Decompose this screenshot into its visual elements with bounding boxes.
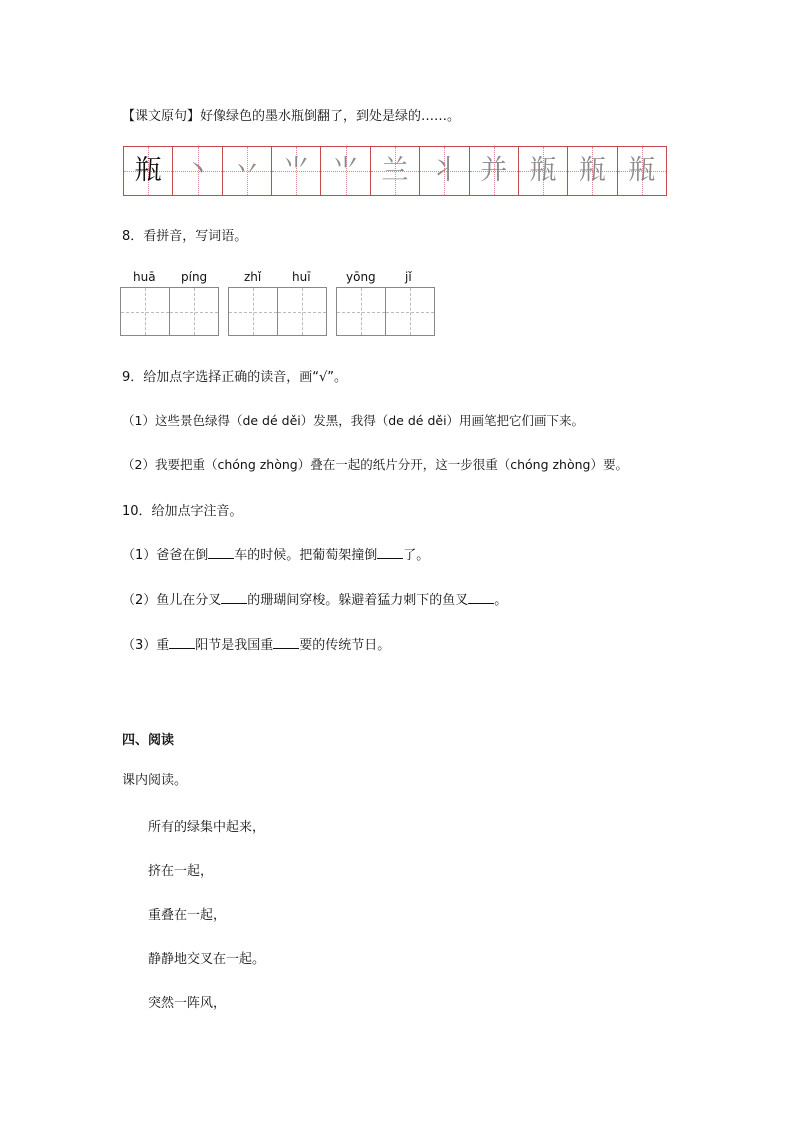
q10-text: 。 <box>494 593 508 608</box>
answer-blank[interactable] <box>221 591 247 604</box>
answer-blank[interactable] <box>468 591 494 604</box>
writing-box-huaping[interactable] <box>120 287 219 336</box>
pinyin-label: huī <box>292 270 311 284</box>
stroke-glyph: ⺌ <box>282 155 310 186</box>
stroke-cell <box>223 147 272 195</box>
stroke-glyph: 丷 <box>233 155 261 186</box>
pinyin-label: zhǐ <box>244 270 262 284</box>
poem-line: 所有的绿集中起来， <box>148 820 266 835</box>
section-subtitle: 课内阅读。 <box>122 773 188 788</box>
q10-line-3 <box>122 634 390 653</box>
stroke-cell <box>371 147 420 195</box>
q9-line-2: （2）我要把重（chóng zhòng）叠在一起的纸片分开，这一步很重（chóng zhòng）要。 <box>122 457 628 472</box>
poem-line: 挤在一起， <box>148 864 214 879</box>
q10-text: （2）鱼儿在分叉 <box>122 593 222 608</box>
pinyin-label: yōng <box>346 270 376 284</box>
writing-cell[interactable] <box>121 288 170 335</box>
stroke-glyph: 丶 <box>184 155 212 186</box>
stroke-glyph: 瓶 <box>134 155 162 186</box>
stroke-cell <box>124 147 173 195</box>
writing-box-zhihui[interactable] <box>228 287 327 336</box>
stroke-order-grid <box>123 146 667 196</box>
stroke-glyph: 丬 <box>430 155 458 186</box>
writing-cell[interactable] <box>278 288 327 335</box>
stroke-cell <box>568 147 617 195</box>
stroke-cell <box>272 147 321 195</box>
poem-line: 重叠在一起， <box>148 908 227 923</box>
source-sentence <box>122 105 460 124</box>
stroke-cell <box>470 147 519 195</box>
stroke-cell <box>519 147 568 195</box>
pinyin-label: jǐ <box>405 270 412 284</box>
q10-text: 阳节是我国重 <box>195 638 274 653</box>
q10-line-2 <box>122 589 507 608</box>
answer-blank[interactable] <box>208 546 234 559</box>
q10-text: 车的时候。把葡萄架撞倒 <box>234 548 378 563</box>
q9-line-1: （1）这些景色绿得（de dé děi）发黑，我得（de dé děi）用画笔把它们画下来。 <box>122 413 585 428</box>
q10-text: 了。 <box>403 548 430 563</box>
q10-text: 的珊瑚间穿梭。躲避着猛力刺下的鱼叉 <box>247 593 469 608</box>
answer-blank[interactable] <box>273 636 299 649</box>
writing-cell[interactable] <box>229 288 278 335</box>
writing-box-yongji[interactable] <box>336 287 435 336</box>
stroke-glyph: 瓶 <box>628 155 656 186</box>
q10-text: （1）爸爸在倒 <box>122 548 209 563</box>
stroke-glyph: 兰 <box>381 155 409 186</box>
q10-title: 10．给加点字注音。 <box>122 504 243 519</box>
stroke-glyph: 并 <box>480 155 508 186</box>
q10-text: （3）重 <box>122 638 170 653</box>
stroke-glyph: 瓶 <box>529 155 557 186</box>
pinyin-label: píng <box>181 270 208 284</box>
writing-cell[interactable] <box>386 288 435 335</box>
poem-line: 静静地交叉在一起。 <box>148 952 266 967</box>
stroke-glyph: ⺌ <box>332 155 360 186</box>
section-heading: 四、阅读 <box>122 733 175 748</box>
q10-line-1 <box>122 544 429 563</box>
pinyin-label: huā <box>133 270 156 284</box>
writing-cell[interactable] <box>337 288 386 335</box>
answer-blank[interactable] <box>169 636 195 649</box>
stroke-cell <box>420 147 469 195</box>
q10-text: 要的传统节日。 <box>299 638 391 653</box>
q8-title: 8．看拼音，写词语。 <box>122 229 248 244</box>
q9-title: 9．给加点字选择正确的读音，画“√”。 <box>122 370 348 385</box>
source-sentence-text: 好像绿色的墨水瓶倒翻了，到处是绿的……。 <box>200 109 461 124</box>
writing-cell[interactable] <box>170 288 219 335</box>
stroke-cell <box>618 147 666 195</box>
poem-line: 突然一阵风， <box>148 996 227 1011</box>
stroke-glyph: 瓶 <box>578 155 606 186</box>
source-sentence-label: 【课文原句】 <box>122 109 201 124</box>
stroke-cell <box>321 147 370 195</box>
stroke-cell <box>173 147 222 195</box>
answer-blank[interactable] <box>377 546 403 559</box>
